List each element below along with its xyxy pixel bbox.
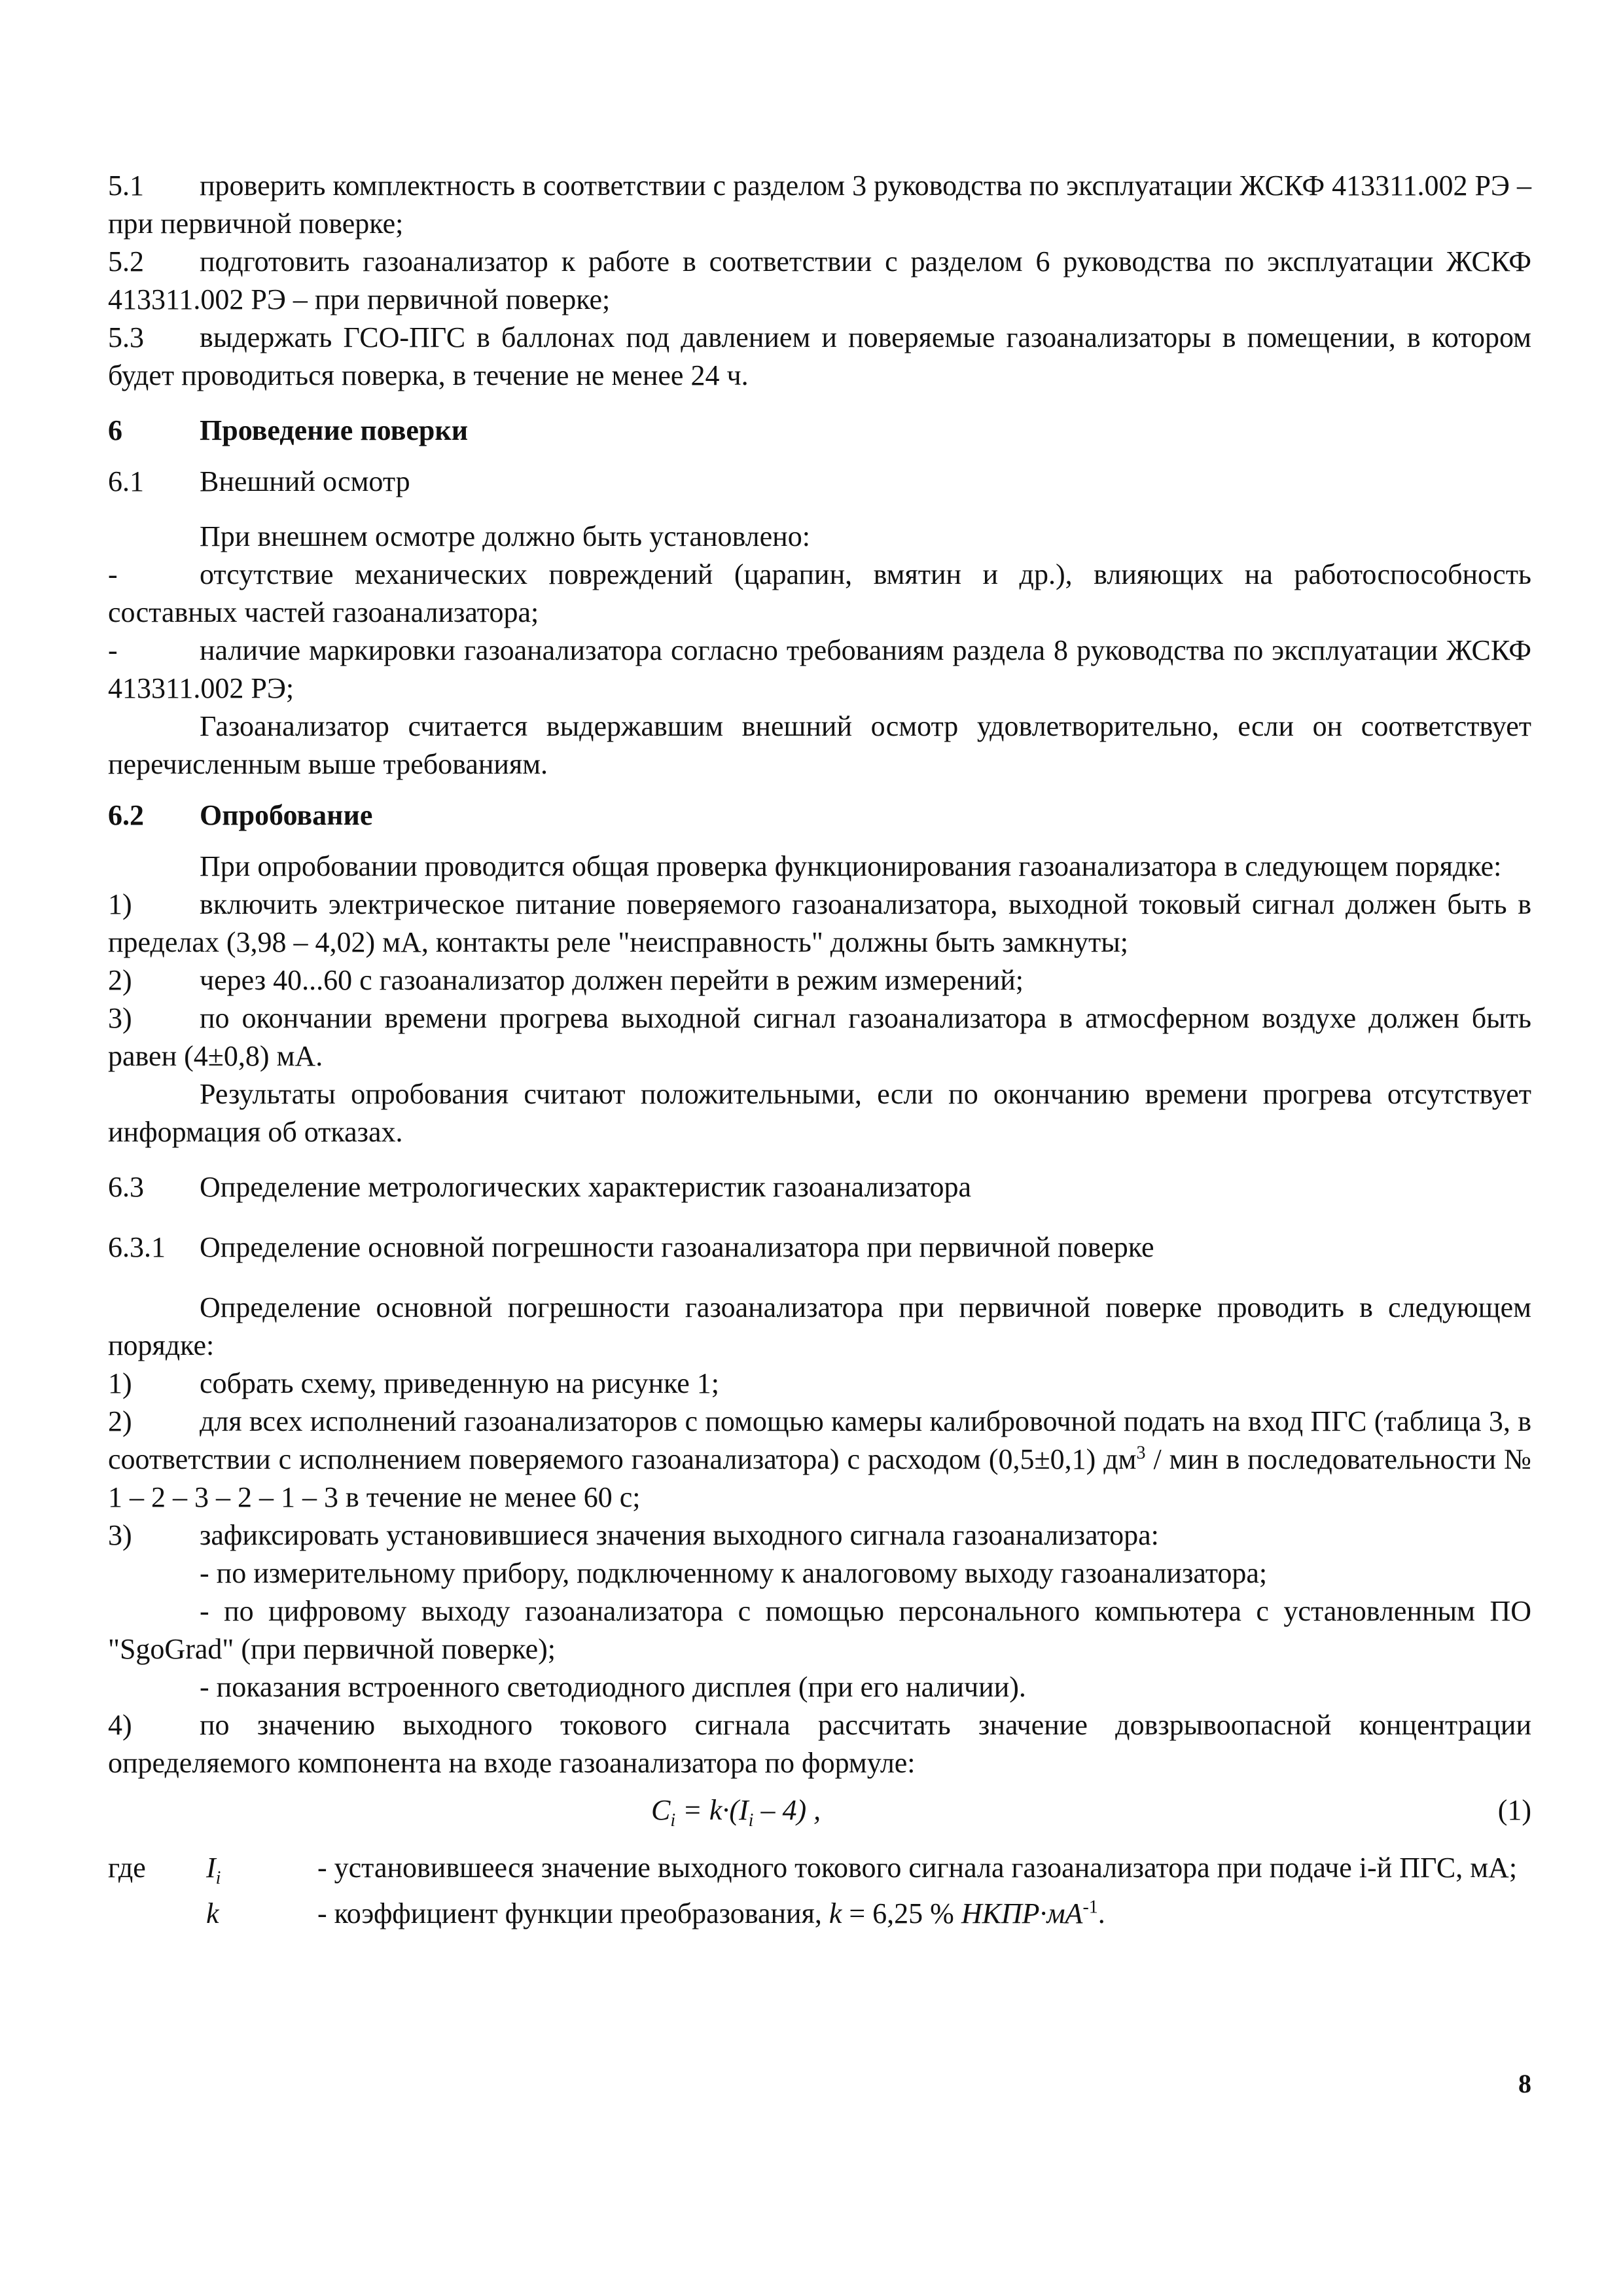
section-6-2-intro: При опробовании проводится общая проверка функционирования газоанализатора в следующем порядке: <box>200 850 1502 882</box>
section-6-3-heading: 6.3 Определение метрологических характеристик газоанализатора <box>108 1171 972 1203</box>
page-number: 8 <box>1518 2069 1531 2098</box>
section-6-1-intro: При внешнем осмотре должно быть установлено: <box>200 520 810 552</box>
definition: - установившееся значение выходного токового сигнала газоанализатора при подаче i-й ПГС, мА; <box>317 1852 1518 1884</box>
list-item: 3) зафиксировать установившиеся значения выходного сигнала газоанализатора: <box>108 1519 1159 1551</box>
bullet-item: - наличие маркировки газоанализатора согласно требованиям раздела 8 руководства по эксплуатации ЖСКФ 413311.002 РЭ; <box>108 634 1531 704</box>
list-item: 3) по окончании времени прогрева выходной сигнал газоанализатора в атмосферном воздухе должен быть равен (4±0,8) мА. <box>108 1002 1531 1072</box>
paragraph-number: 5.2 <box>108 245 144 278</box>
list-item: 4) по значению выходного токового сигнала рассчитать значение довзрывоопасной концентрации определяемого компонента на входе газоанализатора по формуле: <box>108 1709 1531 1779</box>
section-6-2-heading: 6.2 Опробование <box>108 799 373 831</box>
list-item: 1) собрать схему, приведенную на рисунке 1; <box>108 1367 720 1399</box>
list-item: 2) для всех исполнений газоанализаторов с помощью камеры калибровочной подать на вход ПГС (таблица 3, в соответствии с исполнением поверяемого газоанализатора) с расходом (0,5±0,1) $дм^3$ / мин в последовательности № 1 – 2 – 3 – 2 – 1 – 3 в течение не менее 60 с; <box>108 1405 1531 1513</box>
where-definitions <box>108 1849 1531 1933</box>
symbol: $I_i$ <box>206 1852 221 1888</box>
definition: - коэффициент функции преобразования, k = 6,25 % $НКПР\cdot мА^{-1}$. <box>317 1897 1105 1929</box>
sub-item: - по цифровому выходу газоанализатора с помощью персонального компьютера с установленным ПО "SgoGrad" (при первичной поверке); <box>108 1595 1531 1665</box>
paragraph-number: 5.1 <box>108 170 144 202</box>
equation-number: (1) <box>1497 1794 1531 1826</box>
document-page <box>108 167 1531 1941</box>
formula-1 <box>108 1791 1531 1837</box>
paragraph-number: 5.3 <box>108 321 144 353</box>
paragraph-5-2: 5.2 подготовить газоанализатор к работе в соответствии с разделом 6 руководства по эксплуатации ЖСКФ 413311.002 РЭ – при первичной поверке; <box>108 243 1531 319</box>
section-6-2-conclusion: Результаты опробования считают положительными, если по окончанию времени прогрева отсутствует информация об отказах. <box>108 1078 1531 1148</box>
definition-row <box>108 1849 1531 1887</box>
symbol: k <box>206 1897 219 1929</box>
formula-expression: $C_i = k\cdot(I_i - 4)$ , <box>651 1794 821 1831</box>
section-6-1-conclusion: Газоанализатор считается выдержавшим внешний осмотр удовлетворительно, если он соответствует перечисленным выше требованиям. <box>108 710 1531 780</box>
section-6-3-1-intro: Определение основной погрешности газоанализатора при первичной поверке проводить в следующем порядке: <box>108 1291 1531 1361</box>
list-item: 2) через 40...60 с газоанализатор должен перейти в режим измерений; <box>108 964 1024 996</box>
paragraph-5-1: 5.1 проверить комплектность в соответствии с разделом 3 руководства по эксплуатации ЖСКФ 413311.002 РЭ – при первичной поверке; <box>108 167 1531 243</box>
section-6-3-1-heading: 6.3.1 Определение основной погрешности газоанализатора при первичной поверке <box>108 1231 1154 1263</box>
section-6-1-heading: 6.1 Внешний осмотр <box>108 465 410 497</box>
definition-row <box>108 1895 1531 1933</box>
section-6-heading: 6 Проведение поверки <box>108 414 469 446</box>
where-label: где <box>108 1852 146 1884</box>
sub-item: - показания встроенного светодиодного дисплея (при его наличии). <box>200 1671 1026 1703</box>
bullet-item: - отсутствие механических повреждений (царапин, вмятин и др.), влияющих на работоспособность составных частей газоанализатора; <box>108 558 1531 628</box>
sub-item: - по измерительному прибору, подключенному к аналоговому выходу газоанализатора; <box>200 1557 1268 1589</box>
paragraph-5-3: 5.3 выдержать ГСО-ПГС в баллонах под давлением и поверяемые газоанализаторы в помещении, в котором будет проводиться поверка, в течение не менее 24 ч. <box>108 319 1531 395</box>
list-item: 1) включить электрическое питание поверяемого газоанализатора, выходной токовый сигнал должен быть в пределах (3,98 – 4,02) мА, контакты реле "неисправность" должны быть замкнуты; <box>108 888 1531 958</box>
